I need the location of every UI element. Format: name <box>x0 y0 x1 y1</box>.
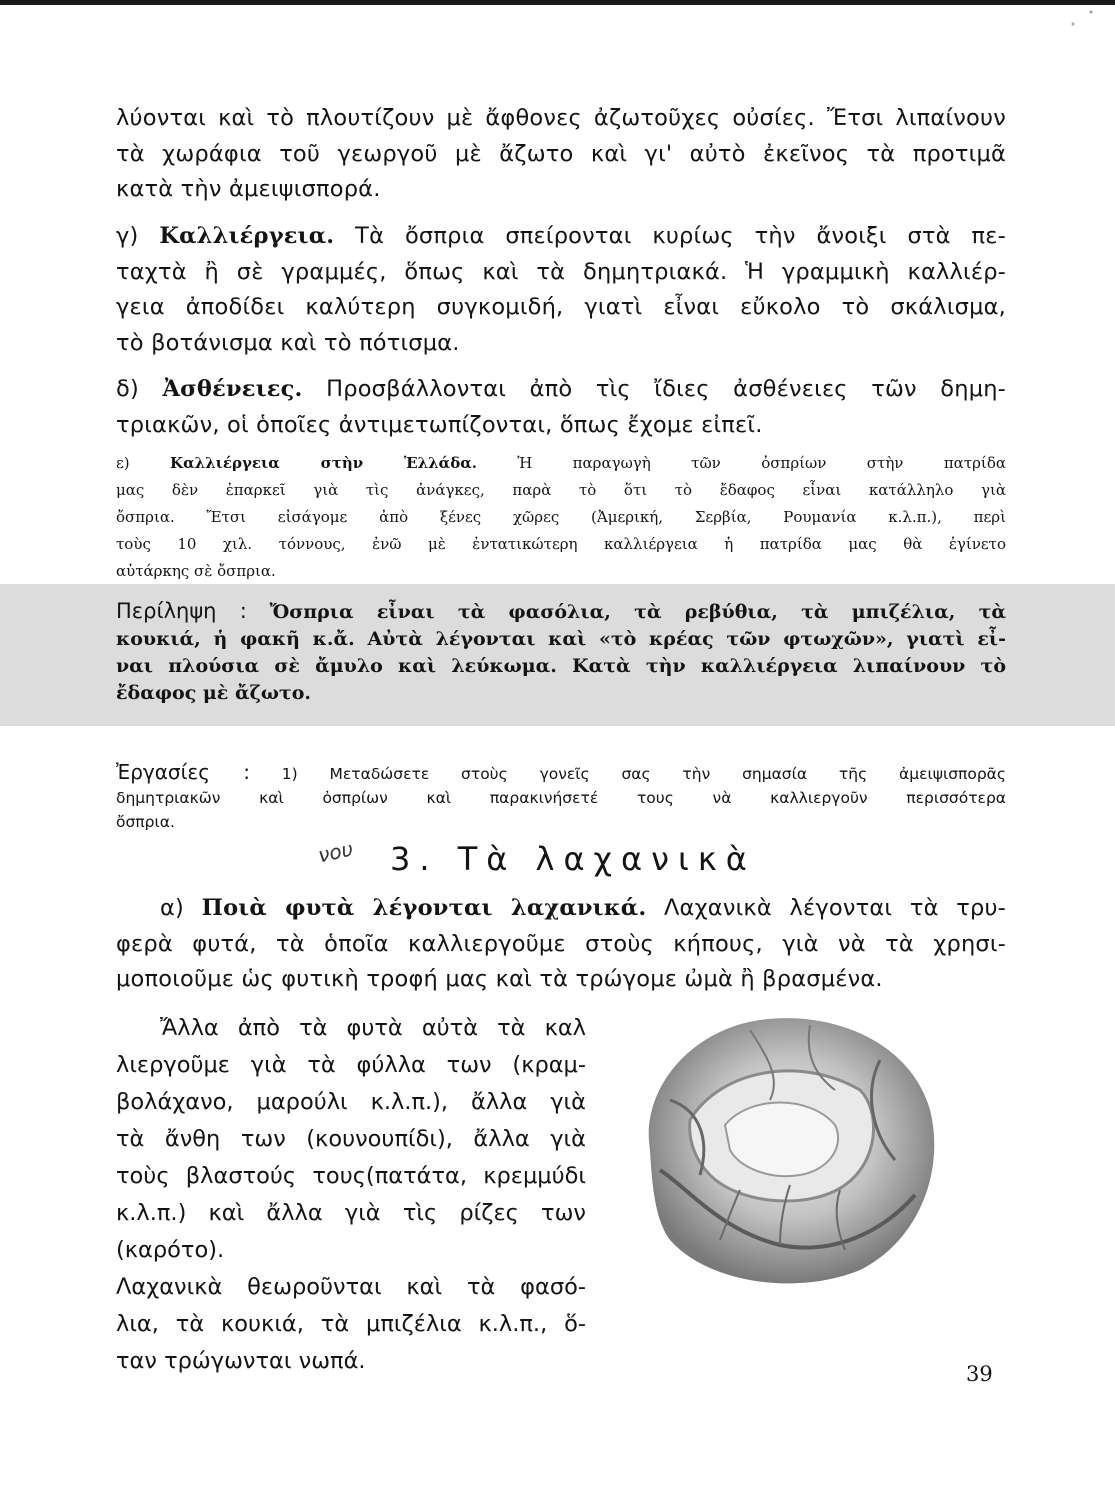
summary-box <box>116 598 1006 707</box>
summary-label: Περίληψη : <box>116 599 247 623</box>
text-line: ναι πλούσια σὲ ἄμυλο καὶ λεύκωμα. Κατὰ τὴν καλλιέργεια λιπαίνουν τὸ <box>116 655 1006 677</box>
exercises-label: Ἐργασίες : <box>116 760 250 784</box>
text-line: μας δὲν ἐπαρκεῖ γιὰ τὶς ἀνάγκες, παρὰ τὸ ὅτι τὸ ἔδαφος εἶναι κατάλληλο γιὰ <box>116 481 1006 499</box>
text-line: ἔδαφος μὲ ἄζωτο. <box>116 682 312 704</box>
item-label: δ) <box>116 376 139 402</box>
text-span: Ὄσπρια εἶναι τὰ φασόλια, τὰ ρεβύθια, τὰ μπιζέλια, τὰ <box>269 601 1006 623</box>
scan-speckle <box>1055 0 1115 40</box>
page-number: 39 <box>966 1362 993 1386</box>
handwritten-note: νου <box>315 836 356 868</box>
section-title <box>390 840 756 878</box>
text-line: λια, τὰ κουκιά, τὰ μπιζέλια κ.λ.π., ὅ- <box>116 1311 586 1337</box>
section-heading: Τὰ λαχανικὰ <box>457 840 756 878</box>
paragraph-diseases <box>116 372 1006 443</box>
paragraph-vegetable-parts <box>116 1010 586 1380</box>
text-line: κουκιά, ἡ φακῆ κ.ἄ. Αὐτὰ λέγονται καὶ «τὸ κρέας τῶν φτωχῶν», γιατὶ εἶ- <box>116 628 1006 650</box>
text-line <box>116 219 1006 255</box>
subheading: Καλλιέργεια στὴν Ἑλλάδα. <box>170 454 477 472</box>
text-span: 1) Μεταδώσετε στοὺς γονεῖς σας τὴν σημασία τῆς ἀμειψισπορᾶς <box>281 765 1006 783</box>
item-label: ε) <box>116 454 130 472</box>
text-line: τοὺς βλαστούς τους(πατάτα, κρεμμύδι <box>116 1163 586 1189</box>
text-line: λιεργοῦμε γιὰ τὰ φύλλα των (κραμ- <box>116 1052 586 1078</box>
text-span: Τὰ ὄσπρια σπείρονται κυρίως τὴν ἄνοιξι στὰ πε- <box>355 223 1006 249</box>
subheading: Καλλιέργεια. <box>159 223 335 249</box>
item-label: α) <box>160 895 185 921</box>
text-line: (καρότο). <box>116 1237 225 1263</box>
cabbage-illustration <box>630 1000 950 1290</box>
paragraph-vegetables <box>116 891 1006 998</box>
text-line: τὸ βοτάνισμα καὶ τὸ πότισμα. <box>116 329 460 356</box>
text-line: λύονται καὶ τὸ πλουτίζουν μὲ ἄφθονες ἀζωτοῦχες οὐσίες. Ἔτσι λιπαίνουν <box>116 105 1006 131</box>
text-line: γεια ἀποδίδει καλύτερη συγκομιδή, γιατὶ εἶναι εὔκολο τὸ σκάλισμα, <box>116 294 1006 320</box>
text-line: Ἄλλα ἀπὸ τὰ φυτὰ αὐτὰ τὰ καλ <box>160 1015 586 1041</box>
paragraph-greece <box>116 450 1006 585</box>
text-line: Λαχανικὰ θεωροῦνται καὶ τὰ φασό- <box>116 1274 586 1300</box>
text-line: τριακῶν, οἱ ὁποῖες ἀντιμετωπίζονται, ὅπως ἔχομε εἰπεῖ. <box>116 411 763 438</box>
text-line <box>116 372 1006 408</box>
text-line: ταχτὰ ἢ σὲ γραμμές, ὅπως καὶ τὰ δημητριακά. Ἡ γραμμικὴ καλλιέρ- <box>116 258 1006 285</box>
text-line <box>116 450 1006 477</box>
exercises <box>116 760 1006 834</box>
text-line: κ.λ.π.) καὶ ἄλλα γιὰ τὶς ρίζες των <box>116 1200 586 1226</box>
text-line: ταν τρώγωνται νωπά. <box>116 1348 366 1374</box>
text-line: τοὺς 10 χιλ. τόννους, ἐνῶ μὲ ἐντατικώτερη καλλιέργεια ἡ πατρίδα μας θὰ ἐγίνετο <box>116 535 1006 553</box>
item-label: γ) <box>116 223 139 249</box>
cabbage-icon <box>630 1000 950 1290</box>
text-line <box>116 891 1006 927</box>
text-line: κατὰ τὴν ἀμειψισπορά. <box>116 176 381 202</box>
text-line <box>116 598 1006 626</box>
subheading: Ἀσθένειες. <box>162 376 303 402</box>
text-line: ὄσπρια. Ἔτσι εἰσάγομε ἀπὸ ξένες χῶρες (Ἀμερική, Σερβία, Ρουμανία κ.λ.π.), περὶ <box>116 508 1006 526</box>
text-line: αὐτάρκης σὲ ὄσπρια. <box>116 562 276 580</box>
text-line: φερὰ φυτά, τὰ ὁποῖα καλλιεργοῦμε στοὺς κήπους, γιὰ νὰ τὰ χρησι- <box>116 930 1006 957</box>
section-number: 3. <box>390 840 439 878</box>
text-span: Προσβάλλονται ἀπὸ τὶς ἴδιες ἀσθένειες τῶν δημη- <box>326 376 1006 402</box>
text-line <box>116 760 1006 786</box>
scan-edge <box>0 0 1115 5</box>
text-span: Λαχανικὰ λέγονται τὰ τρυ- <box>663 895 1006 921</box>
paragraph-nitrogen <box>116 101 1006 208</box>
text-line: τὰ ἄνθη των (κουνουπίδι), ἄλλα γιὰ <box>116 1126 586 1152</box>
paragraph-cultivation <box>116 219 1006 361</box>
subheading: Ποιὰ φυτὰ λέγονται λαχανικά. <box>201 895 647 921</box>
text-line: ὄσπρια. <box>116 813 175 831</box>
text-span: Ἡ παραγωγὴ τῶν ὀσπρίων στὴν πατρίδα <box>517 454 1006 472</box>
text-line: δημητριακῶν καὶ ὀσπρίων καὶ παρακινήσετέ τους νὰ καλλιεργοῦν περισσότερα <box>116 789 1006 807</box>
text-line: μοποιοῦμε ὡς φυτικὴ τροφή μας καὶ τὰ τρώγομε ὠμὰ ἢ βρασμένα. <box>116 966 883 992</box>
text-line: βολάχανο, μαρούλι κ.λ.π.), ἄλλα γιὰ <box>116 1089 586 1115</box>
text-line: τὰ χωράφια τοῦ γεωργοῦ μὲ ἄζωτο καὶ γι' αὐτὸ ἐκεῖνος τὰ προτιμᾶ <box>116 140 1006 167</box>
